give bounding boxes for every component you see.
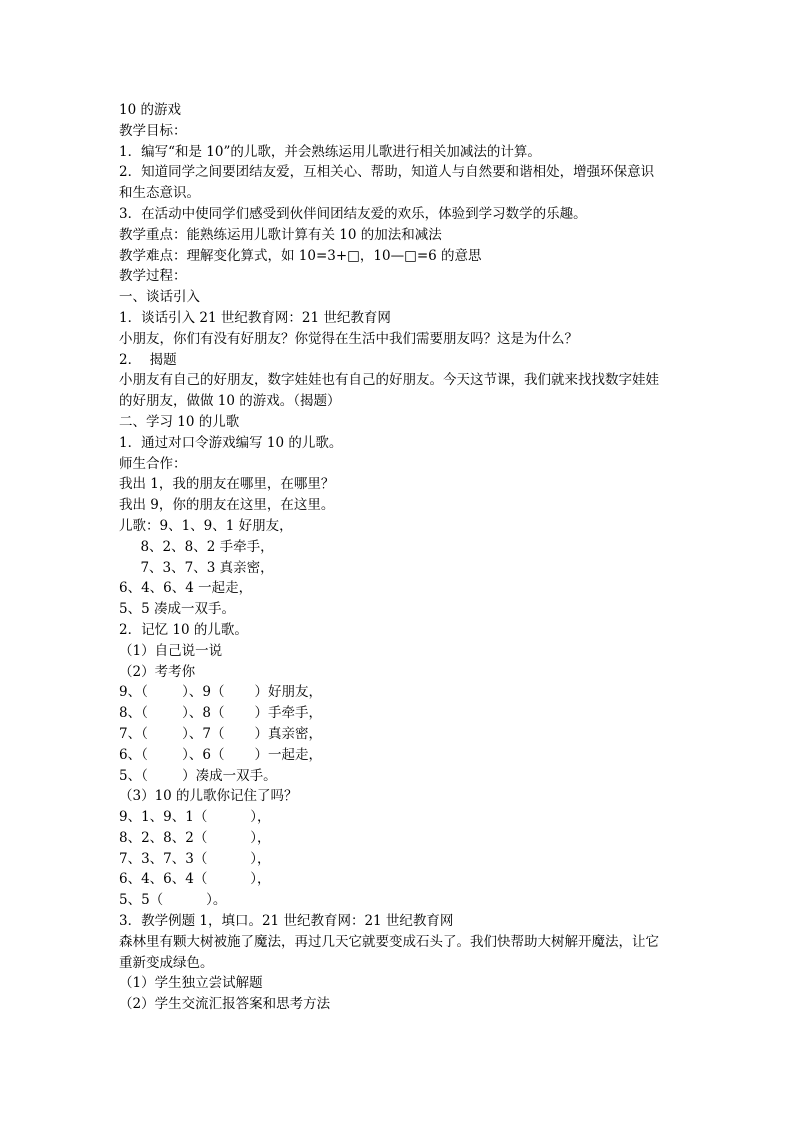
recall-line-1: 9、1、9、1（ ）， xyxy=(119,809,271,826)
document-page xyxy=(119,100,679,1015)
paragraph-story: 森林里有颗大树被施了魔法，再过几天它就要变成石头了。我们快帮助大树解开魔法，让它 xyxy=(119,933,659,950)
paragraph-questions: 小朋友，你们有没有好朋友？你觉得在生活中我们需要朋友吗？这是为什么？ xyxy=(119,330,578,347)
goal-item-2: 2．知道同学之间要团结友爱，互相关心、帮助，知道人与自然要和谐相处，增强环保意识 xyxy=(119,164,655,181)
paragraph-intro: 小朋友有自己的好朋友，数字娃娃也有自己的好朋友。今天这节课，我们就来找找数字娃娃 xyxy=(119,372,659,389)
rhyme-line-5: 5、5 凑成一双手。 xyxy=(119,601,235,618)
rhyme-line-1: 儿歌：9、1、9、1 好朋友， xyxy=(119,517,293,534)
recall-line-4: 6、4、6、4（ ）， xyxy=(119,871,271,888)
recall-line-3: 7、3、7、3（ ）， xyxy=(119,850,271,867)
section-heading-goals: 教学目标： xyxy=(119,122,187,139)
rhyme-line-3: 7、3、7、3 真亲密， xyxy=(119,559,274,576)
sub-step-2: （2）考考你 xyxy=(119,663,196,680)
recall-line-2: 8、2、8、2（ ）， xyxy=(119,829,271,846)
sub-step-1: （1）自己说一说 xyxy=(119,642,223,659)
quiz-line-4: 6、（ ）、6（ ）一起走， xyxy=(119,746,323,763)
dialog-line-2: 我出 9，你的朋友在这里，在这里。 xyxy=(119,497,335,514)
paragraph-story-cont: 重新变成绿色。 xyxy=(119,954,214,971)
section-heading-process: 教学过程： xyxy=(119,268,187,285)
step-2-2: 2．记忆 10 的儿歌。 xyxy=(119,621,248,638)
paragraph-intro-cont: 的好朋友，做做 10 的游戏。（揭题） xyxy=(119,393,341,410)
teacher-student-label: 师生合作： xyxy=(119,455,187,472)
dialog-line-1: 我出 1，我的朋友在哪里，在哪里？ xyxy=(119,476,335,493)
rhyme-line-4: 6、4、6、4 一起走， xyxy=(119,580,253,597)
difficult-point: 教学难点：理解变化算式，如 10=3+□，10—□=6 的意思 xyxy=(119,247,482,264)
step-1-2: 2． 揭题 xyxy=(119,351,177,368)
step-1-1: 1．谈话引入 21 世纪教育网：21 世纪教育网 xyxy=(119,309,391,326)
recall-line-5: 5、5（ ）。 xyxy=(119,892,227,909)
sub-step-example-1: （1）学生独立尝试解题 xyxy=(119,975,263,992)
part-heading-2: 二、学习 10 的儿歌 xyxy=(119,413,240,430)
goal-item-2-cont: 和生态意识。 xyxy=(119,185,200,202)
step-2-1: 1．通过对口令游戏编写 10 的儿歌。 xyxy=(119,434,343,451)
sub-step-example-2: （2）学生交流汇报答案和思考方法 xyxy=(119,996,331,1013)
step-2-3: 3．教学例题 1，填口。21 世纪教育网：21 世纪教育网 xyxy=(119,913,454,930)
quiz-line-2: 8、（ ）、8（ ）手牵手， xyxy=(119,705,323,722)
part-heading-1: 一、谈话引入 xyxy=(119,289,200,306)
rhyme-line-2: 8、2、8、2 手牵手， xyxy=(119,538,274,555)
quiz-line-5: 5、（ ）凑成一双手。 xyxy=(119,767,277,784)
goal-item-1: 1．编写“和是 10”的儿歌，并会熟练运用儿歌进行相关加减法的计算。 xyxy=(119,143,541,160)
goal-item-3: 3．在活动中使同学们感受到伙伴间团结友爱的欢乐，体验到学习数学的乐趣。 xyxy=(119,205,587,222)
doc-title: 10 的游戏 xyxy=(119,102,181,118)
quiz-line-1: 9、（ ）、9（ ）好朋友， xyxy=(119,684,323,701)
quiz-line-3: 7、（ ）、7（ ）真亲密， xyxy=(119,725,323,742)
key-point: 教学重点：能熟练运用儿歌计算有关 10 的加法和减法 xyxy=(119,226,442,243)
sub-step-3: （3）10 的儿歌你记住了吗？ xyxy=(119,788,298,805)
